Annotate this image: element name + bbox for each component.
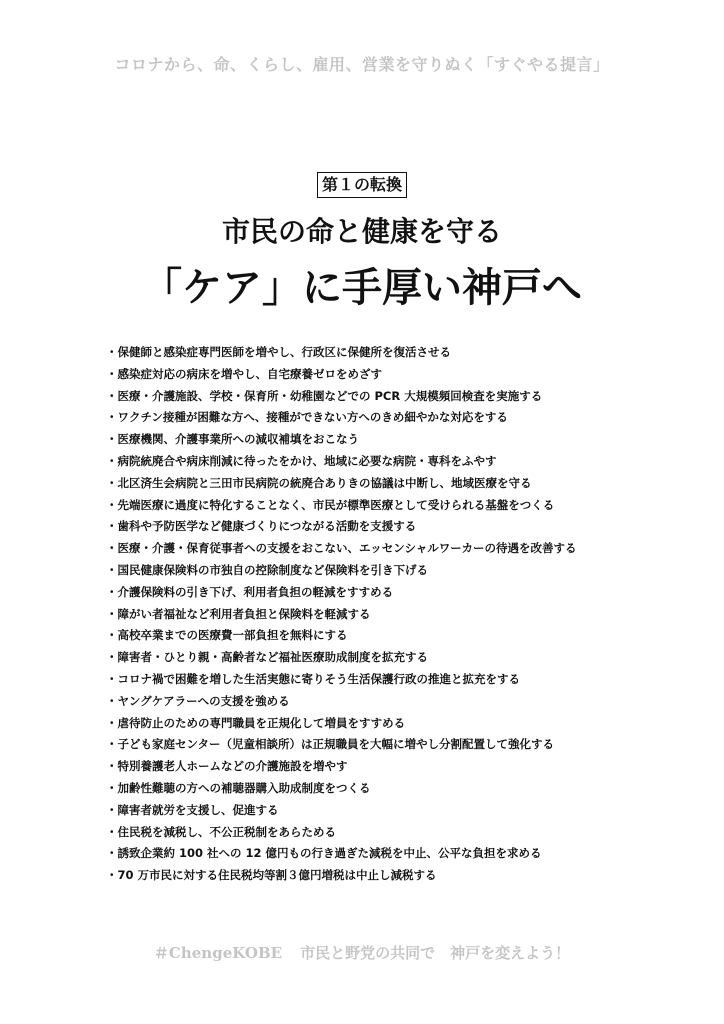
list-item: ・加齢性難聴の方への補聴器購入助成制度をつくる <box>106 780 371 795</box>
badge-container <box>0 172 724 198</box>
list-item: ・子ども家庭センター（児童相談所）は正規職員を大幅に増やし分割配置して強化する <box>106 737 555 752</box>
title-line-2: 「ケア」に手厚い神戸へ <box>142 264 582 311</box>
list-item: ・障害者・ひとり親・高齢者など福祉医療助成制度を拡充する <box>106 650 428 665</box>
list-item: ・障がい者福祉など利用者負担と保険料を軽減する <box>106 606 371 621</box>
list-item: ・介護保険料の引き下げ、利用者負担の軽減をすすめる <box>106 584 394 599</box>
list-item: ・高校卒業までの医療費一部負担を無料にする <box>106 628 348 643</box>
list-item: ・医療・介護・保育従事者への支援をおこない、エッセンシャルワーカーの待遇を改善する <box>106 541 577 556</box>
list-item: ・医療・介護施設、学校・保育所・幼稚園などでの PCR 大規模頻回検査を実施する <box>106 388 543 403</box>
list-item: ・歯科や予防医学など健康づくりにつながる活動を支援する <box>106 519 417 534</box>
list-item: ・誘致企業約 100 社への 12 億円もの行き過ぎた減税を中止、公平な負担を求める <box>106 846 542 861</box>
footer-slogan: 市民と野党の共同で 神戸を変えよう！ <box>300 944 571 962</box>
footer-hashtag: ＃ChengeKOBE <box>153 944 283 962</box>
list-item: ・ヤングケアラーへの支援を強める <box>106 693 290 708</box>
list-item: ・病院統廃合や病床削減に待ったをかけ、地域に必要な病院・専科をふやす <box>106 453 497 468</box>
list-item: ・保健師と感染症専門医師を増やし、行政区に保健所を復活させる <box>106 345 451 359</box>
list-item: ・特別養護老人ホームなどの介護施設を増やす <box>106 759 348 774</box>
list-item: ・先端医療に過度に特化することなく、市民が標準医療として受けられる基盤をつくる <box>106 497 555 512</box>
list-item: ・住民税を減税し、不公正税制をあらためる <box>106 824 336 839</box>
list-item: ・医療機関、介護事業所への減収補填をおこなう <box>106 432 359 447</box>
list-item: ・北区済生会病院と三田市民病院の統廃合ありきの協議は中断し、地域医療を守る <box>106 475 532 490</box>
list-item: ・国民健康保険料の市独自の控除制度など保険料を引き下げる <box>106 562 428 577</box>
list-item: ・ワクチン接種が困難な方へ、接種ができない方へのきめ細やかな対応をする <box>106 410 508 425</box>
page-header: コロナから、命、くらし、雇用、営業を守りぬく「すぐやる提言」 <box>114 55 610 74</box>
list-item: ・虐待防止のための専門職員を正規化して増員をすすめる <box>106 715 406 730</box>
title-line-1: 市民の命と健康を守る <box>221 215 502 248</box>
list-item: ・障害者就労を支援し、促進する <box>106 802 279 817</box>
list-item: ・70 万市民に対する住民税均等割３億円増税は中止し減税する <box>106 868 437 883</box>
page-footer <box>0 942 724 963</box>
list-item: ・コロナ禍で困難を増した生活実態に寄りそう生活保護行政の推進と拡充をする <box>106 671 520 686</box>
proposal-list <box>106 342 706 887</box>
list-item: ・感染症対応の病床を増やし、自宅療養ゼロをめざす <box>106 366 382 381</box>
section-badge: 第１の転換 <box>317 172 407 198</box>
